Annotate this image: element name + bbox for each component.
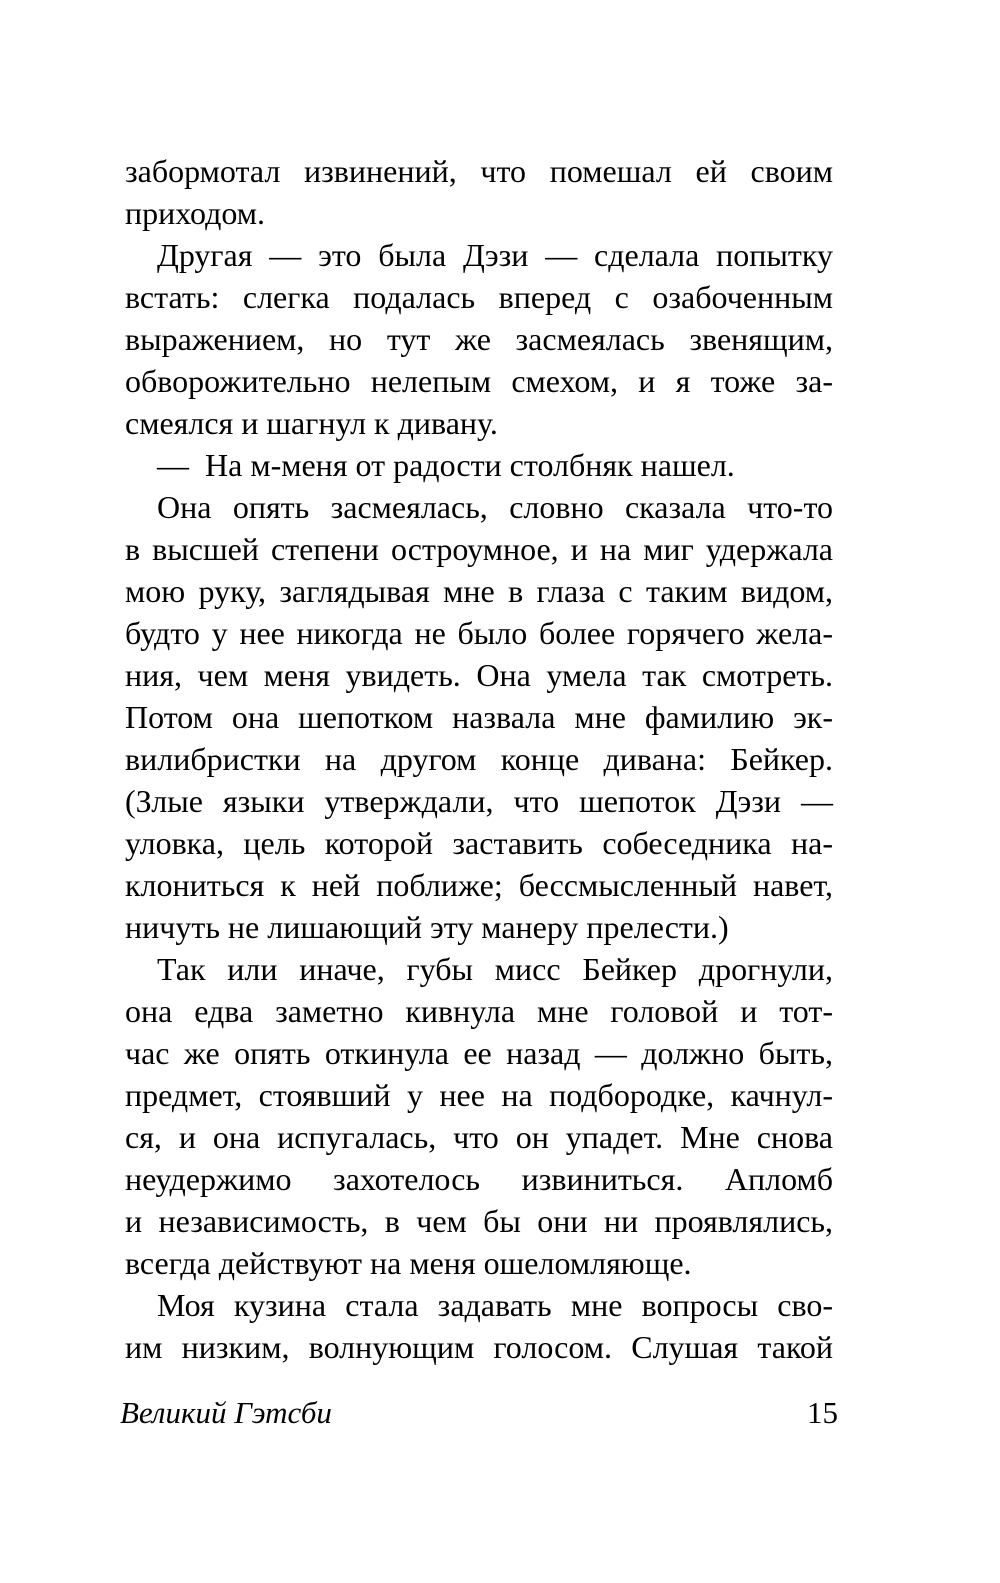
footer-page-number: 15 <box>807 1395 838 1430</box>
text-line: встать: слегка подалась вперед с озабоченным <box>125 279 833 315</box>
text-line: ся, и она испугалась, что он упадет. Мне снова <box>125 1119 833 1155</box>
text-line: предмет, стоявший у нее на подбородке, качнул- <box>125 1077 833 1113</box>
footer-book-title: Великий Гэтсби <box>120 1395 332 1430</box>
text-line: ничуть не лишающий эту манеру прелести.) <box>125 909 729 945</box>
text-line: Другая — это была Дэзи — сделала попытку <box>157 237 833 273</box>
text-block <box>125 150 833 1368</box>
text-line: — На м-меня от радости столбняк нашел. <box>157 447 735 483</box>
text-line: Так или иначе, губы мисс Бейкер дрогнули, <box>157 951 833 987</box>
text-line: приходом. <box>125 195 266 231</box>
text-line: обворожительно нелепым смехом, и я тоже за- <box>125 363 833 399</box>
text-line: мою руку, заглядывая мне в глаза с таким видом, <box>125 573 833 609</box>
text-line: Потом она шепотком назвала мне фамилию эк- <box>125 699 833 735</box>
text-line: им низким, волнующим голосом. Слушая такой <box>125 1329 833 1365</box>
text-line: всегда действуют на меня ошеломляюще. <box>125 1245 692 1281</box>
page-footer <box>120 1392 838 1434</box>
text-line: (Злые языки утверждали, что шепоток Дэзи — <box>125 783 833 819</box>
text-line: Моя кузина стала задавать мне вопросы сво- <box>157 1287 833 1323</box>
text-line: ния, чем меня увидеть. Она умела так смотреть. <box>125 657 833 693</box>
text-line: смеялся и шагнул к дивану. <box>125 405 498 441</box>
text-line: в высшей степени остроумное, и на миг удержала <box>125 531 833 567</box>
text-line: она едва заметно кивнула мне головой и тот- <box>125 993 833 1029</box>
text-line: неудержимо захотелось извиниться. Апломб <box>125 1161 833 1197</box>
text-line: час же опять откинула ее назад — должно быть, <box>125 1035 833 1071</box>
text-line: уловка, цель которой заставить собеседника на- <box>125 825 833 861</box>
text-line: выражением, но тут же засмеялась звенящим, <box>125 321 833 357</box>
text-line: вилибристки на другом конце дивана: Бейкер. <box>125 741 833 777</box>
text-line: забормотал извинений, что помешал ей своим <box>125 153 833 189</box>
text-line: и независимость, в чем бы они ни проявлялись, <box>125 1203 833 1239</box>
text-line: Она опять засмеялась, словно сказала что-то <box>157 489 833 525</box>
text-line: клониться к ней поближе; бессмысленный навет, <box>125 867 833 903</box>
text-line: будто у нее никогда не было более горячего жела- <box>125 615 833 651</box>
